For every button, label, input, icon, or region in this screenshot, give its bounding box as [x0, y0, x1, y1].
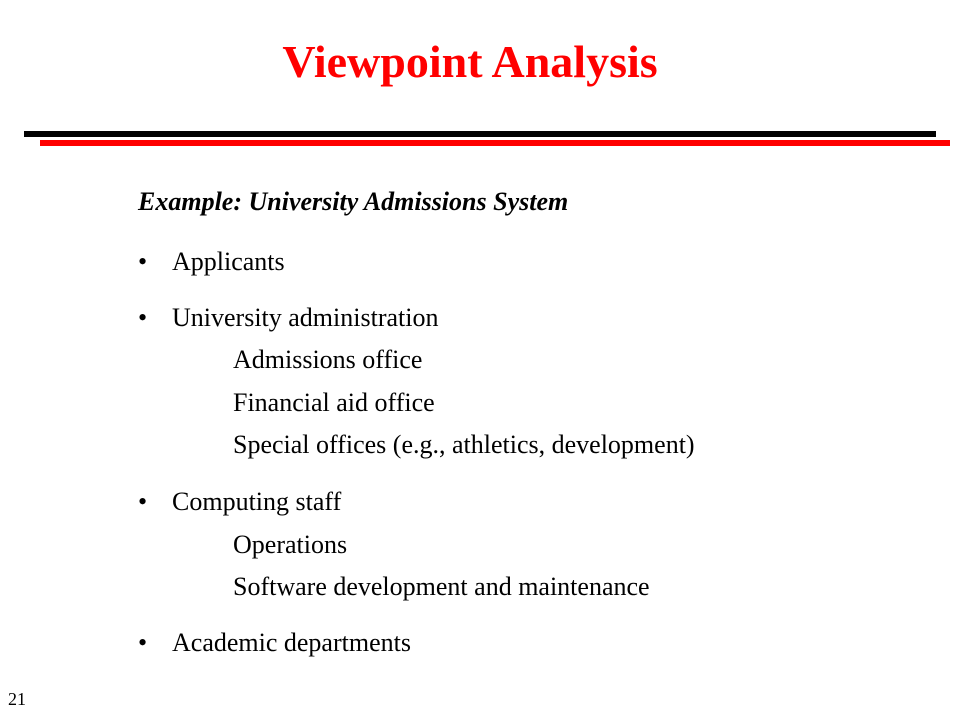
bullet-icon: •: [138, 247, 148, 276]
slide-title: Viewpoint Analysis: [282, 36, 658, 87]
bullet-item-academic-departments: [138, 627, 411, 659]
title-divider-red: [40, 140, 950, 146]
bullet-item-computing-staff: [138, 486, 341, 518]
example-heading: Example: University Admissions System: [138, 187, 569, 216]
bullet-item-university-administration: [138, 302, 438, 334]
sub-item-special-offices: Special offices (e.g., athletics, development): [233, 430, 695, 459]
bullet-label: University administration: [172, 303, 439, 332]
title-divider-black: [24, 131, 936, 137]
bullet-label: Academic departments: [172, 628, 411, 657]
sub-item-software-development: Software development and maintenance: [233, 572, 650, 601]
page-number: 21: [8, 689, 26, 709]
sub-item-operations: Operations: [233, 530, 348, 559]
bullet-icon: •: [138, 628, 148, 657]
bullet-icon: •: [138, 303, 148, 332]
bullet-item-applicants: [138, 246, 285, 278]
sub-item-financial-aid-office: Financial aid office: [233, 388, 435, 417]
sub-item-admissions-office: Admissions office: [233, 345, 423, 374]
bullet-label: Applicants: [172, 247, 285, 276]
bullet-icon: •: [138, 487, 148, 516]
bullet-label: Computing staff: [172, 487, 342, 516]
